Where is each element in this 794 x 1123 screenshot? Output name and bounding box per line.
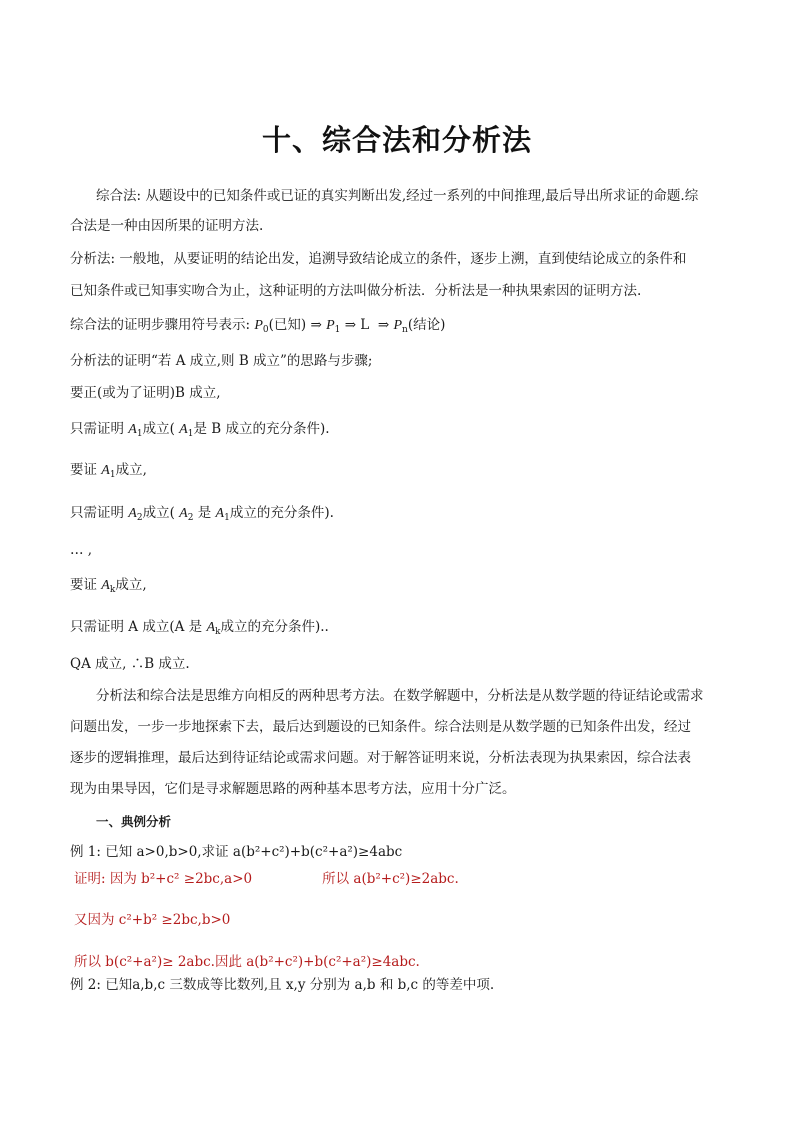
- a-symbol: A: [101, 463, 110, 478]
- section-heading: 一、典例分析: [96, 814, 172, 829]
- subscript: 1: [109, 470, 116, 480]
- subscript: 2: [136, 513, 143, 523]
- subscript: 1: [136, 429, 143, 439]
- a-symbol: A: [215, 506, 225, 521]
- proof-text: 证明: 因为 b²+c² ≥2bc,a>0: [74, 871, 253, 887]
- subscript: k: [109, 585, 116, 595]
- a-symbol: A: [179, 422, 188, 437]
- step-text: 只需证明 A 成立(A 是: [70, 619, 207, 635]
- analysis-step-3: [70, 460, 730, 485]
- step-text: 成立(: [142, 505, 180, 521]
- subscript: k: [215, 627, 221, 637]
- subscript: n: [402, 325, 408, 335]
- p-symbol: P: [254, 318, 263, 333]
- analysis-step-1: 要正(或为了证明)B 成立,: [70, 385, 221, 401]
- step-text: 成立的充分条件)..: [220, 619, 329, 635]
- analysis-step-2: [70, 419, 730, 444]
- synthesis-steps-line: [70, 315, 730, 340]
- step-text: 成立,: [115, 577, 147, 593]
- step-text: 只需证明: [70, 421, 129, 437]
- analysis-steps-heading: 分析法的证明“若 A 成立,则 B 成立”的思路与步骤;: [70, 353, 373, 369]
- proof-text: 所以 a(b²+c²)≥2abc.: [322, 871, 459, 887]
- a-symbol: A: [206, 620, 215, 635]
- step-text: 成立的充分条件).: [229, 505, 334, 521]
- analysis-definition-line-1: 分析法: 一般地，从要证明的结论出发，追溯导致结论成立的条件，逐步上溯，直到使结论成立的条件和: [70, 251, 687, 267]
- proof-line-1: [74, 869, 734, 889]
- a-symbol: A: [128, 506, 137, 521]
- implies-symbol: ⇒: [377, 317, 390, 333]
- p-symbol: P: [393, 318, 403, 333]
- comparison-paragraph-line-3: 逐步的逻辑推理，最后达到待证结论或需求问题。对于解答证明来说，分析法表现为执果索因，综合法表: [70, 750, 691, 766]
- implies-symbol: ⇒: [310, 317, 322, 333]
- step-text: 要证: [70, 577, 102, 593]
- analysis-step-ellipsis: … ,: [70, 542, 93, 558]
- p-symbol: P: [326, 318, 335, 333]
- step-text: 成立(: [142, 421, 180, 437]
- subscript: 1: [334, 325, 341, 335]
- step-text: 成立,: [115, 462, 147, 478]
- step-text: 只需证明: [70, 505, 129, 521]
- a-symbol: A: [101, 578, 110, 593]
- steps-prefix: 综合法的证明步骤用符号表示:: [70, 317, 255, 333]
- step-text: 是: [193, 505, 216, 521]
- known-label: (已知): [268, 317, 307, 333]
- proof-line-2: 又因为 c²+b² ≥2bc,b>0: [74, 912, 231, 928]
- subscript: 2: [187, 513, 194, 523]
- example-1-statement: [70, 842, 730, 862]
- comparison-paragraph-line-1: 分析法和综合法是思维方向相反的两种思考方法。在数学解题中，分析法是从数学题的待证结论或需求: [96, 688, 704, 704]
- analysis-step-6: [70, 575, 730, 600]
- analysis-step-conclusion: QA 成立, ∴B 成立.: [70, 656, 190, 672]
- subscript: 1: [224, 513, 230, 523]
- a-symbol: A: [128, 422, 137, 437]
- a-symbol: A: [179, 506, 188, 521]
- subscript: 0: [262, 325, 269, 335]
- synthesis-definition-line-1: 综合法: 从题设中的已知条件或已证的真实判断出发,经过一系列的中间推理,最后导出所求证的命题.综: [96, 188, 699, 204]
- ellipsis-symbol: L: [360, 317, 370, 333]
- analysis-definition-line-2: 已知条件或已知事实吻合为止，这种证明的方法叫做分析法．分析法是一种执果索因的证明方法.: [70, 283, 642, 299]
- conclusion-label: (结论): [407, 317, 446, 333]
- example-claim: a(b²+c²)+b(c²+a²)≥4abc: [232, 844, 403, 860]
- page-title: 十、综合法和分析法: [261, 123, 532, 157]
- proof-line-3: 所以 b(c²+a²)≥ 2abc.因此 a(b²+c²)+b(c²+a²)≥4abc.: [74, 954, 420, 970]
- example-label: 例 1: 已知 a>0,b>0,求证: [70, 844, 233, 860]
- step-text: 是 B 成立的充分条件).: [193, 421, 330, 437]
- step-text: 要证: [70, 462, 102, 478]
- comparison-paragraph-line-2: 问题出发，一步一步地探索下去，最后达到题设的已知条件。综合法则是从数学题的已知条件出发，经过: [70, 719, 691, 735]
- analysis-step-7: [70, 617, 730, 642]
- example-2-statement: 例 2: 已知a,b,c 三数成等比数列,且 x,y 分别为 a,b 和 b,c 的等差中项.: [70, 977, 495, 993]
- analysis-step-4: [70, 503, 730, 528]
- subscript: 1: [187, 429, 194, 439]
- implies-symbol: ⇒: [344, 317, 356, 333]
- synthesis-definition-line-2: 合法是一种由因所果的证明方法.: [70, 218, 264, 234]
- comparison-paragraph-line-4: 现为由果导因，它们是寻求解题思路的两种基本思考方法，应用十分广泛。: [70, 781, 516, 797]
